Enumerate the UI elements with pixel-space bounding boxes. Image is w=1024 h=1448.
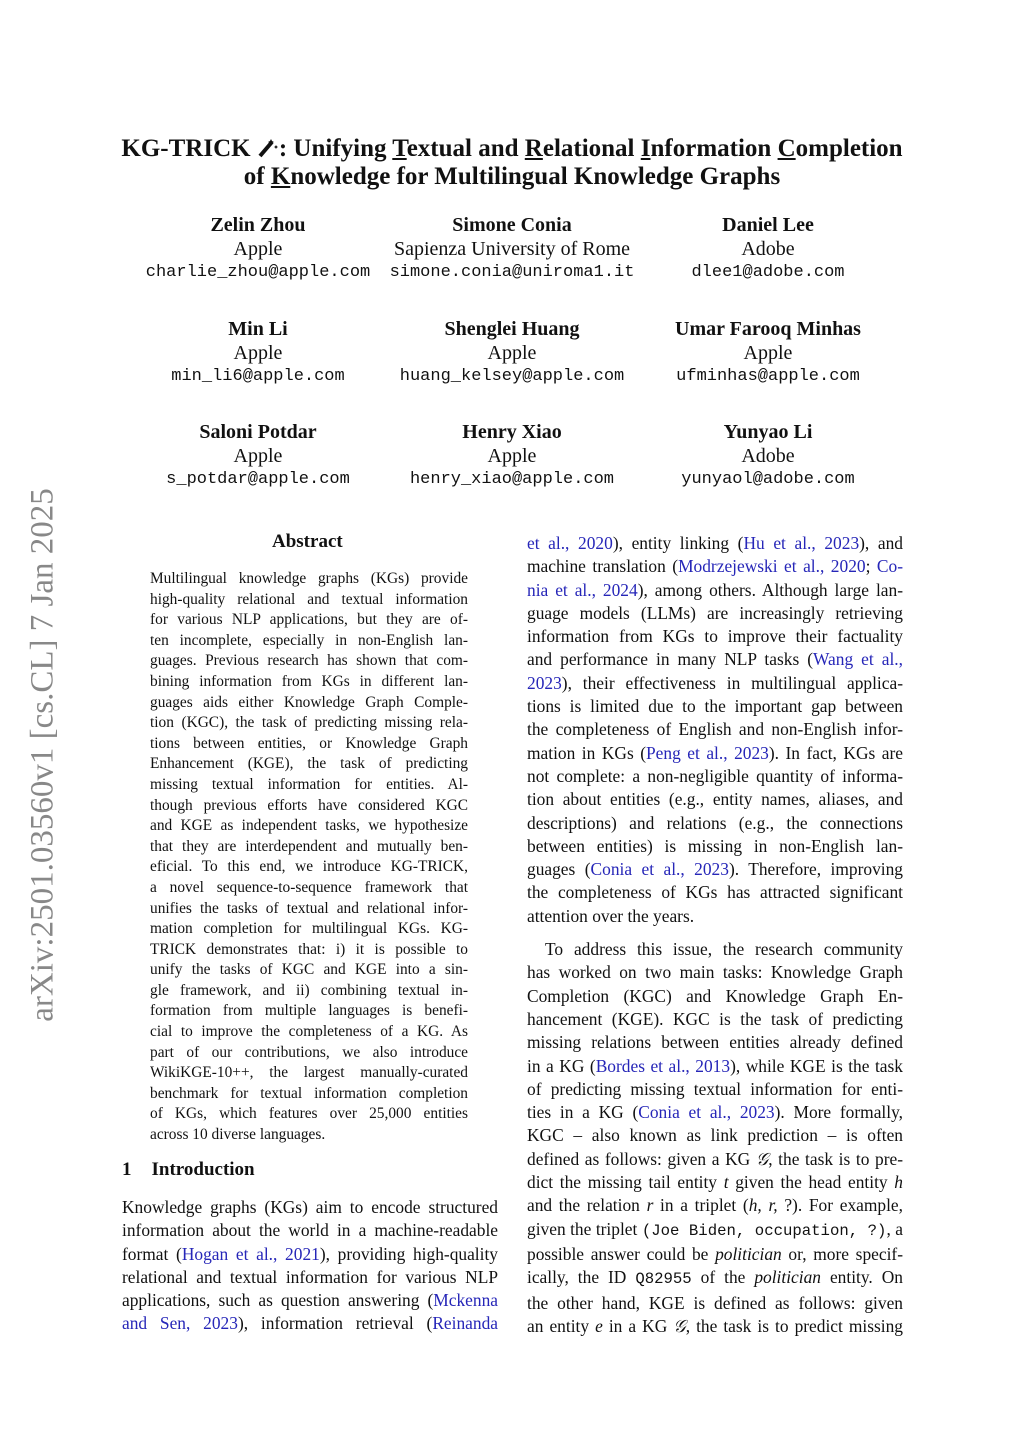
author-affiliation: Adobe xyxy=(741,238,795,260)
author-email[interactable]: charlie_zhou@apple.com xyxy=(145,263,371,282)
text-span: hancement (KGE). KGC is the task of predicting xyxy=(527,1008,903,1029)
text-span: tions is limited due to the important gap between xyxy=(527,696,903,717)
text-span: Q82955 xyxy=(635,1270,692,1289)
author-name: Saloni Potdar xyxy=(199,421,317,443)
paragraph xyxy=(527,532,903,928)
text-span: ), and xyxy=(859,533,904,553)
paragraph xyxy=(527,938,903,1338)
author-name: Henry Xiao xyxy=(462,421,562,443)
citation-link[interactable]: Conia et al., 2023 xyxy=(590,859,729,880)
text-span: that they are interdependent and mutually ben- xyxy=(150,837,468,855)
author-email[interactable]: s_potdar@apple.com xyxy=(166,470,350,489)
author-name: Zelin Zhou xyxy=(210,214,306,236)
citation-link[interactable]: Mckenna xyxy=(433,1290,498,1311)
author-name: Daniel Lee xyxy=(722,214,814,236)
text-line xyxy=(527,625,903,648)
text-line xyxy=(527,1171,903,1194)
text-span: possible answer could be xyxy=(527,1243,716,1264)
text-line xyxy=(150,857,468,878)
magic-wand-icon xyxy=(257,136,279,158)
text-span: h xyxy=(894,1172,903,1193)
author-block xyxy=(618,213,918,285)
title-text: ompletion xyxy=(795,135,903,162)
text-span: 𝒢 xyxy=(755,1148,769,1169)
text-line xyxy=(150,1022,468,1043)
text-span: Enhancement (KGE), the task of predicting xyxy=(150,755,468,773)
abstract-heading: Abstract xyxy=(272,531,343,552)
text-line xyxy=(527,1124,903,1147)
text-line xyxy=(150,672,468,693)
author-email[interactable]: ufminhas@apple.com xyxy=(676,367,860,386)
text-span: TRICK demonstrates that: i) it is possible to xyxy=(150,940,468,958)
right-column xyxy=(527,532,903,1338)
text-span: formation from multiple languages is benefi- xyxy=(150,1002,468,1020)
text-line xyxy=(150,651,468,672)
text-span: missing relations between entities already defined xyxy=(527,1032,903,1053)
author-affiliation: Adobe xyxy=(741,445,795,467)
citation-link[interactable]: Co- xyxy=(876,556,903,577)
citation-link[interactable]: Reinanda xyxy=(432,1313,498,1334)
text-line xyxy=(122,1196,498,1219)
author-block xyxy=(618,420,918,492)
citation-link[interactable]: Hu et al., 2023 xyxy=(743,533,860,553)
text-span: mation in KGs ( xyxy=(527,742,646,763)
author-affiliation: Apple xyxy=(233,342,283,364)
text-span: eficial. To this end, we introduce KG-TRICK, xyxy=(150,858,468,876)
text-span: ically, the ID xyxy=(527,1267,636,1288)
text-span: tion (KGC), the task of predicting missing rela- xyxy=(150,714,468,732)
text-span: KGC – also known as link prediction – is often xyxy=(527,1125,903,1146)
text-span: in a KG ( xyxy=(527,1055,596,1076)
text-line xyxy=(150,796,468,817)
author-email[interactable]: min_li6@apple.com xyxy=(171,367,345,386)
author-email[interactable]: huang_kelsey@apple.com xyxy=(399,367,625,386)
text-span: politician xyxy=(754,1267,821,1288)
text-span: ), their effectiveness in multilingual applica- xyxy=(561,672,903,693)
text-line xyxy=(527,1243,903,1266)
text-span: ), while KGE is the task xyxy=(730,1055,903,1076)
text-span: the other hand, KGE is defined as follows: given xyxy=(527,1292,903,1313)
text-span: machine translation ( xyxy=(527,556,679,577)
author-block xyxy=(362,317,662,389)
author-affiliation: Apple xyxy=(233,445,283,467)
text-line xyxy=(527,648,903,671)
paper-title-line-2 xyxy=(0,163,1024,191)
text-span: ). In fact, KGs are xyxy=(768,742,903,763)
author-affiliation: Apple xyxy=(487,445,537,467)
text-line xyxy=(150,837,468,858)
text-span: format ( xyxy=(122,1243,182,1264)
text-span: , the task is to predict missing xyxy=(685,1315,903,1336)
text-span: 𝒢 xyxy=(673,1315,686,1336)
text-span: information about the world in a machine-readable xyxy=(122,1220,498,1241)
text-line xyxy=(527,881,903,904)
text-span: descriptions) and relations (e.g., the connections xyxy=(527,812,903,833)
text-line xyxy=(527,905,903,928)
text-span: ten incomplete, especially in non-English lan- xyxy=(150,631,468,649)
author-name: Simone Conia xyxy=(452,214,572,236)
text-line xyxy=(150,899,468,920)
text-line xyxy=(150,610,468,631)
title-text: I xyxy=(640,135,651,162)
text-span: unifies the tasks of textual and relational infor- xyxy=(150,899,468,917)
title-text: extual and xyxy=(406,135,525,162)
text-span: a novel sequence-to-sequence framework that xyxy=(150,878,468,896)
text-line xyxy=(527,1148,903,1171)
citation-link[interactable]: Peng et al., 2023 xyxy=(646,742,769,763)
text-span: e xyxy=(595,1315,603,1336)
text-line xyxy=(527,1194,903,1217)
citation-link[interactable]: et al., 2020 xyxy=(527,533,613,553)
text-span: missing textual information for entities. Al- xyxy=(150,775,468,793)
text-span: across 10 diverse languages. xyxy=(150,1126,326,1144)
text-line xyxy=(150,631,468,652)
text-line xyxy=(527,812,903,835)
introduction-body xyxy=(122,1196,498,1336)
title-text: of xyxy=(243,163,271,190)
text-line xyxy=(527,765,903,788)
paper-title-line-1 xyxy=(0,135,1024,163)
text-span: ). Therefore, improving xyxy=(728,859,903,880)
text-line xyxy=(527,1292,903,1315)
author-block xyxy=(618,317,918,389)
text-span: though previous efforts have considered KGC xyxy=(150,796,468,814)
title-text: nowledge for Multilingual Knowledge Graphs xyxy=(290,163,781,190)
title-text: R xyxy=(524,135,543,162)
citation-link[interactable]: Modrzejewski et al., 2020 xyxy=(678,556,866,577)
author-name: Umar Farooq Minhas xyxy=(675,318,861,340)
text-span: between entities) is missing in non-English lan- xyxy=(527,835,903,856)
text-span: ), providing high-quality xyxy=(319,1243,498,1264)
text-line xyxy=(150,960,468,981)
text-span: guage models (LLMs) are increasingly retrieving xyxy=(527,602,903,623)
text-span: t xyxy=(723,1172,729,1193)
text-span: ), among others. Although large lan- xyxy=(637,579,903,600)
text-span: cial to improve the completeness of a KG. As xyxy=(150,1023,468,1041)
text-line xyxy=(527,1055,903,1078)
text-span: ; xyxy=(865,556,877,577)
text-span: , a xyxy=(886,1218,903,1239)
text-span: relational and textual information for various NLP xyxy=(122,1266,498,1287)
text-line xyxy=(527,718,903,741)
citation-link[interactable]: Wang et al., xyxy=(813,649,903,670)
text-span: bining information from KGs in different lan- xyxy=(150,672,468,690)
author-affiliation: Apple xyxy=(233,238,283,260)
text-span: the completeness of KGs has attracted significant xyxy=(527,882,903,903)
citation-link[interactable]: Hogan et al., 2021 xyxy=(181,1243,320,1264)
text-line xyxy=(122,1289,498,1312)
section-title: Introduction xyxy=(151,1159,255,1180)
text-line xyxy=(150,1043,468,1064)
author-block xyxy=(362,213,662,285)
text-line xyxy=(527,961,903,984)
text-span: not complete: a non-negligible quantity of informa- xyxy=(527,765,903,786)
author-email[interactable]: simone.conia@uniroma1.it xyxy=(389,263,635,282)
author-email[interactable]: dlee1@adobe.com xyxy=(691,263,845,282)
text-span: and the relation xyxy=(527,1195,647,1216)
text-line xyxy=(150,775,468,796)
text-span: the completeness of English and non-English infor- xyxy=(527,719,903,740)
text-span: in a KG xyxy=(602,1315,674,1336)
text-span: ). More formally, xyxy=(774,1102,903,1123)
text-span: unify the tasks of KGC and KGE into a sin- xyxy=(150,961,468,979)
text-span: and KGE as independent tasks, we hypothesize xyxy=(150,817,468,835)
text-line xyxy=(150,1104,468,1125)
text-span: gle framework, and ii) combining textual in- xyxy=(150,981,468,999)
text-line xyxy=(527,579,903,602)
citation-link[interactable]: 2023 xyxy=(527,672,562,693)
section-number: 1 xyxy=(122,1159,132,1180)
text-line xyxy=(150,713,468,734)
text-span: an entity xyxy=(527,1315,596,1336)
author-affiliation: Sapienza University of Rome xyxy=(393,238,631,260)
text-span: and performance in many NLP tasks ( xyxy=(527,649,814,670)
text-span: part of our contributions, we also introduce xyxy=(150,1043,468,1061)
text-line xyxy=(527,1078,903,1101)
text-line xyxy=(527,742,903,765)
text-span: guages aids either Knowledge Graph Comple- xyxy=(150,693,468,711)
text-line xyxy=(150,590,468,611)
author-email[interactable]: henry_xiao@apple.com xyxy=(409,470,615,489)
text-line xyxy=(527,985,903,1008)
title-text: : Unifying xyxy=(278,135,393,162)
text-span: applications, such as question answering ( xyxy=(122,1290,434,1311)
text-span: of KGs, which features over 25,000 entities xyxy=(150,1105,468,1123)
text-line xyxy=(150,919,468,940)
text-line xyxy=(527,695,903,718)
text-line xyxy=(150,940,468,961)
text-span: h, r, xyxy=(748,1195,785,1216)
text-span: mation completion for multilingual KGs. KG- xyxy=(150,920,468,938)
abstract-body xyxy=(150,569,468,1146)
text-span: Completion (KGC) and Knowledge Graph En- xyxy=(527,985,903,1006)
text-span: defined as follows: given a KG xyxy=(527,1148,756,1169)
text-span: of the xyxy=(691,1267,755,1288)
text-span: (Joe Biden, occupation, ?) xyxy=(641,1221,887,1240)
text-line xyxy=(527,1266,903,1291)
author-name: Min Li xyxy=(228,318,288,340)
text-line xyxy=(150,693,468,714)
text-span: tion about entities (e.g., entity names, aliases, and xyxy=(527,789,903,810)
text-line xyxy=(150,1001,468,1022)
author-block xyxy=(362,420,662,492)
text-line xyxy=(527,602,903,625)
text-line xyxy=(527,788,903,811)
text-span: guages. Previous research has shown that com- xyxy=(150,652,468,670)
arxiv-identifier: arXiv:2501.03560v1 [cs.CL] 7 Jan 2025 xyxy=(24,488,61,1022)
title-text: elational xyxy=(542,135,641,162)
text-span: guages ( xyxy=(527,859,591,880)
text-span: has worked on two main tasks: Knowledge Graph xyxy=(527,962,903,983)
text-span: Knowledge graphs (KGs) aim to encode structured xyxy=(122,1197,498,1217)
text-line xyxy=(527,672,903,695)
text-span: attention over the years. xyxy=(527,905,695,926)
text-span: WikiKGE-10++, the largest manually-curated xyxy=(150,1064,468,1082)
text-line xyxy=(150,816,468,837)
text-span: ), entity linking ( xyxy=(612,533,744,553)
text-span: entity. On xyxy=(820,1267,903,1288)
text-span: dict the missing tail entity xyxy=(527,1172,724,1193)
text-line xyxy=(122,1243,498,1266)
text-line xyxy=(150,1125,468,1146)
text-span: To address this issue, the research community xyxy=(545,939,903,960)
text-line xyxy=(527,532,903,555)
title-text: C xyxy=(777,135,796,162)
citation-link[interactable]: Bordes et al., 2013 xyxy=(595,1055,731,1076)
text-line xyxy=(150,1084,468,1105)
text-span: r xyxy=(646,1195,654,1216)
text-line xyxy=(150,878,468,899)
text-line xyxy=(527,1031,903,1054)
text-span: politician xyxy=(715,1243,782,1264)
text-span: ?). For example, xyxy=(784,1195,903,1216)
text-line xyxy=(150,569,468,590)
author-name: Shenglei Huang xyxy=(444,318,580,340)
text-span: ), information retrieval ( xyxy=(237,1313,433,1334)
author-email[interactable]: yunyaol@adobe.com xyxy=(681,470,855,489)
text-span: high-quality relational and textual information xyxy=(150,590,468,608)
citation-link[interactable]: Conia et al., 2023 xyxy=(638,1102,775,1123)
section-heading xyxy=(122,1159,255,1181)
text-span: for various NLP applications, but they are of- xyxy=(150,611,468,629)
text-span: or, more specif- xyxy=(781,1243,903,1264)
text-line xyxy=(150,981,468,1002)
title-text: nformation xyxy=(650,135,778,162)
title-text: K xyxy=(270,163,291,190)
title-text: KG-TRICK xyxy=(121,135,251,162)
text-line xyxy=(150,734,468,755)
text-line xyxy=(527,555,903,578)
title-text: T xyxy=(392,135,407,162)
text-span: benchmark for textual information completion xyxy=(150,1084,468,1102)
text-line xyxy=(527,835,903,858)
text-span: information from KGs to improve their factuality xyxy=(527,626,903,647)
text-span: given the triplet xyxy=(527,1218,642,1239)
author-name: Yunyao Li xyxy=(723,421,813,443)
text-line xyxy=(150,1063,468,1084)
text-span: given the head entity xyxy=(728,1172,895,1193)
citation-link[interactable]: and Sen, 2023 xyxy=(122,1313,238,1334)
text-line xyxy=(527,938,903,961)
author-affiliation: Apple xyxy=(487,342,537,364)
text-line xyxy=(122,1312,498,1335)
citation-link[interactable]: nia et al., 2024 xyxy=(527,579,638,600)
text-line xyxy=(122,1219,498,1242)
text-span: of predicting missing textual information for enti- xyxy=(527,1078,903,1099)
text-span: tions between entities, or Knowledge Graph xyxy=(150,734,468,752)
author-affiliation: Apple xyxy=(743,342,793,364)
text-span: in a triplet ( xyxy=(653,1195,749,1216)
text-line xyxy=(150,754,468,775)
text-line xyxy=(527,858,903,881)
text-line xyxy=(527,1218,903,1243)
text-line xyxy=(527,1315,903,1338)
text-line xyxy=(527,1008,903,1031)
text-line xyxy=(527,1101,903,1124)
text-span: , the task is to pre- xyxy=(768,1148,904,1169)
text-line xyxy=(122,1266,498,1289)
text-span: Multilingual knowledge graphs (KGs) provide xyxy=(150,570,468,587)
text-span: ties in a KG ( xyxy=(527,1102,639,1123)
